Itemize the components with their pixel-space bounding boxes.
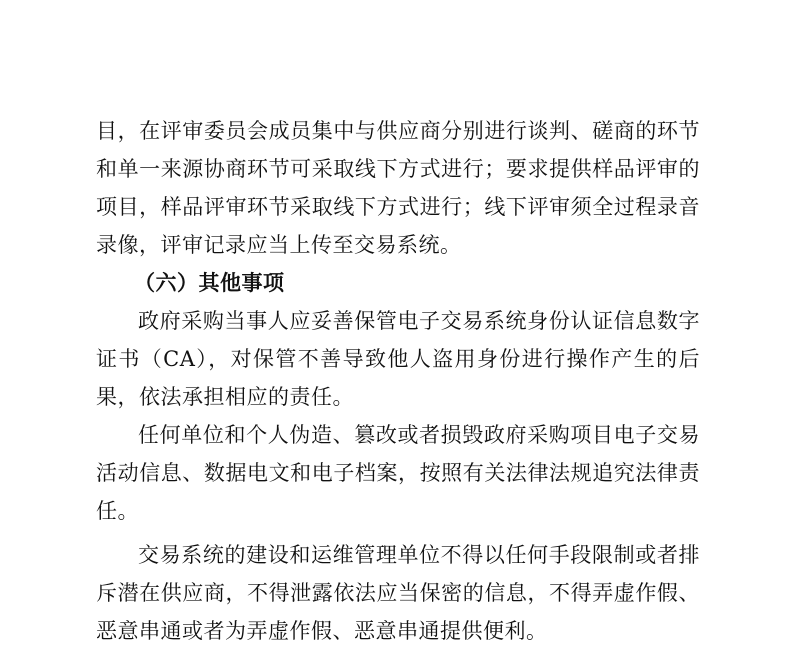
paragraph-forgery-liability bbox=[96, 416, 700, 530]
paragraph-line: 恶意串通或者为弄虚作假、恶意串通提供便利。 bbox=[96, 619, 548, 643]
paragraph-ca-certificate bbox=[96, 302, 700, 416]
paragraph-line: 交易系统的建设和运维管理单位不得以任何手段限制或者排 bbox=[138, 543, 700, 567]
paragraph-line: 斥潜在供应商，不得泄露依法应当保密的信息，不得弄虚作假、 bbox=[96, 581, 700, 605]
paragraph-line: 任。 bbox=[96, 499, 139, 523]
paragraph-line: 目，在评审委员会成员集中与供应商分别进行谈判、磋商的环节 bbox=[96, 119, 700, 143]
paragraph-line: 和单一来源协商环节可采取线下方式进行；要求提供样品评审的 bbox=[96, 157, 700, 181]
paragraph-line: 录像，评审记录应当上传至交易系统。 bbox=[96, 233, 462, 257]
paragraph-line: 活动信息、数据电文和电子档案，按照有关法律法规追究法律责 bbox=[96, 461, 700, 485]
section-heading: （六）其他事项 bbox=[134, 270, 285, 295]
paragraph-system-operator bbox=[96, 536, 700, 650]
paragraph-line: 政府采购当事人应妥善保管电子交易系统身份认证信息数字 bbox=[138, 309, 700, 333]
paragraph-line: 任何单位和个人伪造、篡改或者损毁政府采购项目电子交易 bbox=[138, 423, 700, 447]
paragraph-review-methods bbox=[96, 112, 700, 264]
document-body bbox=[96, 112, 700, 650]
paragraph-line: 证书（CA），对保管不善导致他人盗用身份进行操作产生的后 bbox=[96, 347, 700, 371]
paragraph-line: 果，依法承担相应的责任。 bbox=[96, 385, 354, 409]
paragraph-line: 项目，样品评审环节采取线下方式进行；线下评审须全过程录音 bbox=[96, 195, 700, 219]
